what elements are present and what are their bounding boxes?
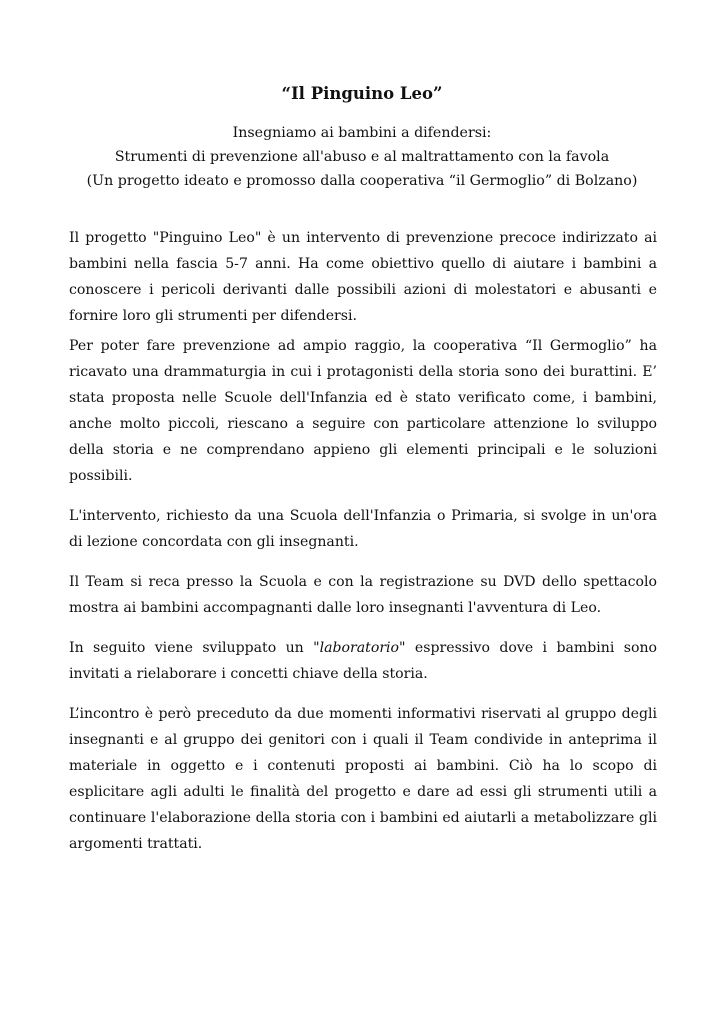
subtitle-line: (Un progetto ideato e promosso dalla cooperativa “il Germoglio” di Bolzano): [86, 173, 638, 189]
paragraph-text: espressivo dove i bambini sono invitati a rielaborare i concetti chiave della storia.: [69, 640, 658, 682]
paragraph: L'intervento, richiesto da una Scuola dell'Infanzia o Primaria, si svolge in un'ora di lezione concordata con gli insegnanti.: [69, 508, 657, 550]
paragraph-text: In seguito viene sviluppato un: [69, 640, 314, 656]
paragraph: L’incontro è però preceduto da due momenti informativi riservati al gruppo degli insegnanti e al gruppo dei genitori con i quali il Team condivide in anteprima il materiale in oggetto e i contenuti proposti ai bambini. Ciò ha lo scopo di esplicitare agli adulti le finalità del progetto e dare ad essi gli strumenti utili a continuare l'elaborazione della storia con i bambini ed aiutarli a metabolizzare gli argomenti trattati.: [69, 706, 657, 852]
paragraph: Il Team si reca presso la Scuola e con la registrazione su DVD dello spettacolo mostra ai bambini accompagnanti dalle loro insegnanti l'avventura di Leo.: [69, 574, 657, 616]
paragraph: [69, 635, 657, 687]
subtitle-line: Strumenti di prevenzione all'abuso e al maltrattamento con la favola: [114, 149, 610, 165]
paragraph: Per poter fare prevenzione ad ampio raggio, la cooperativa “Il Germoglio” ha ricavato una drammaturgia in cui i protagonisti della storia sono dei burattini. E’ stata proposta nelle Scuole dell'Infanzia ed è stato verificato come, i bambini, anche molto piccoli, riescano a seguire con particolare attenzione lo sviluppo della storia e ne comprendano appieno gli elementi principali e le soluzioni possibili.: [69, 338, 657, 484]
document-body: [69, 225, 657, 857]
document-subtitle: [0, 121, 724, 193]
document-title: “Il Pinguino Leo”: [281, 84, 443, 103]
emphasized-text: "laboratorio": [313, 640, 406, 656]
subtitle-line: Insegniamo ai bambini a difendersi:: [232, 125, 492, 141]
paragraph: Il progetto "Pinguino Leo" è un intervento di prevenzione precoce indirizzato ai bambini nella fascia 5-7 anni. Ha come obiettivo quello di aiutare i bambini a conoscere i pericoli derivanti dalle possibili azioni di molestatori e abusanti e fornire loro gli strumenti per difendersi.: [69, 230, 657, 324]
